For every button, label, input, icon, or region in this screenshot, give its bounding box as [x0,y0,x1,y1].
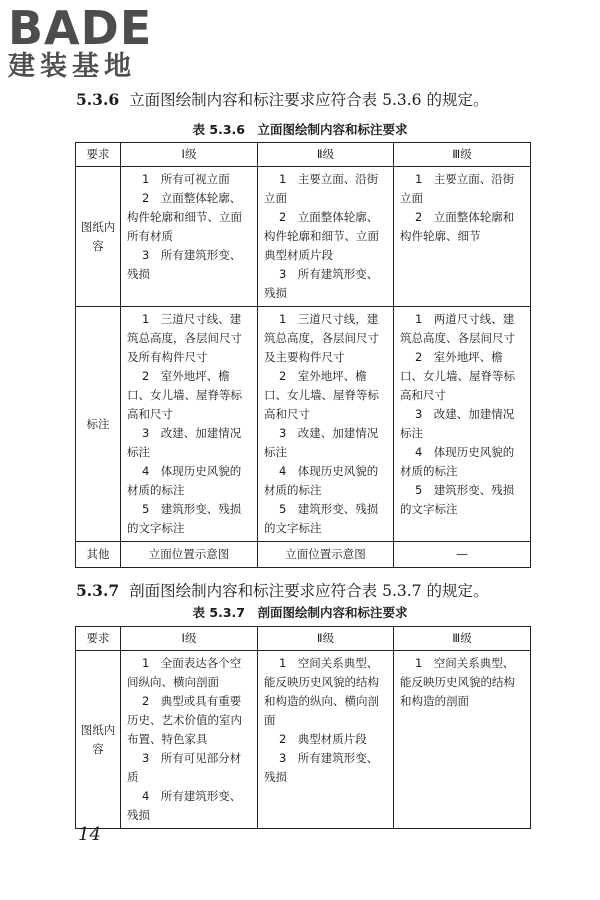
table-row [76,651,531,829]
list-item: 1 所有可视立面 [141,172,230,186]
list-item: 1 两道尺寸线、建筑总高度、各层间尺寸 [400,312,515,345]
list-item: 3 改建、加建情况标注 [400,407,515,440]
table-cell: 立面位置示意图 [121,542,258,568]
list-item: 1 三道尺寸线、建筑总高度，各层间尺寸及所有构件尺寸 [127,312,242,364]
clause-5-3-7 [76,579,488,601]
list-item: 3 所有建筑形变、残损 [264,267,379,300]
header-cell: Ⅱ级 [258,143,394,167]
header-cell: 要求 [76,627,121,651]
table-row [76,307,531,542]
table-cell [258,307,394,542]
logo-main-text: BADE [8,1,153,55]
list-item: 2 典型材质片段 [278,732,367,746]
table-cell [394,307,531,542]
row-label: 图纸内容 [76,167,121,307]
page-number: 14 [78,824,101,845]
row-label: 图纸内容 [76,651,121,829]
clause-number: 5.3.6 [76,90,120,109]
table-cell [258,651,394,829]
table-cell [121,307,258,542]
table-row [76,542,531,568]
list-item: 1 三道尺寸线，建筑总高度，各层间尺寸及主要构件尺寸 [264,312,379,364]
list-item: 3 所有建筑形变、残损 [264,751,379,784]
header-cell: Ⅰ级 [121,143,258,167]
list-item: 2 室外地坪、檐口、女儿墙、屋脊等标高和尺寸 [264,369,379,421]
logo [8,1,178,82]
list-item: 3 改建、加建情况标注 [264,426,379,459]
table-5-3-7 [75,626,531,829]
list-item: 2 立面整体轮廓、构件轮廓和细节、立面所有材质 [127,191,242,243]
list-item: 3 所有可见部分材质 [127,751,242,784]
list-item: 3 改建、加建情况标注 [127,426,242,459]
table-cell [121,167,258,307]
list-item: 4 体现历史风貌的材质的标注 [400,445,515,478]
list-item: 2 室外地坪、檐口、女儿墙、屋脊等标高和尺寸 [400,350,515,402]
list-item: 4 所有建筑形变、残损 [127,789,242,822]
clause-text: 立面图绘制内容和标注要求应符合表 5.3.6 的规定。 [129,91,489,109]
table-cell: 立面位置示意图 [258,542,394,568]
row-label: 其他 [76,542,121,568]
row-label: 标注 [76,307,121,542]
list-item: 1 空间关系典型、能反映历史风貌的结构和构造的纵向、横向剖面 [264,656,379,727]
table-header-row [76,143,531,167]
table-title: 表 5.3.7 剖面图绘制内容和标注要求 [192,605,408,620]
clause-text: 剖面图绘制内容和标注要求应符合表 5.3.7 的规定。 [129,582,489,600]
list-item: 2 立面整体轮廓、构件轮廓和细节、立面典型材质片段 [264,210,379,262]
table-cell [394,167,531,307]
list-item: 4 体现历史风貌的材质的标注 [127,464,242,497]
table-cell [121,651,258,829]
list-item: 2 典型或具有重要历史、艺术价值的室内布置、特色家具 [127,694,242,746]
clause-5-3-6 [76,88,488,110]
list-item: 1 空间关系典型、能反映历史风貌的结构和构造的剖面 [400,656,515,708]
clause-number: 5.3.7 [76,581,120,600]
header-cell: Ⅱ级 [258,627,394,651]
list-item: 5 建筑形变、残损的文字标注 [264,502,379,535]
list-item: 4 体现历史风貌的材质的标注 [264,464,379,497]
list-item: 3 所有建筑形变、残损 [127,248,242,281]
table-cell: — [394,542,531,568]
table-cell [258,167,394,307]
list-item: 5 建筑形变、残损的文字标注 [400,483,515,516]
header-cell: 要求 [76,143,121,167]
list-item: 2 室外地坪、檐口、女儿墙、屋脊等标高和尺寸 [127,369,242,421]
table-header-row [76,627,531,651]
list-item: 1 主要立面、沿街立面 [400,172,515,205]
table-5-3-6 [75,142,531,568]
logo-sub-text: 建装基地 [8,51,136,82]
list-item: 1 全面表达各个空间纵向、横向剖面 [127,656,242,689]
table-cell [394,651,531,829]
header-cell: Ⅰ级 [121,627,258,651]
list-item: 5 建筑形变、残损的文字标注 [127,502,242,535]
table-row [76,167,531,307]
header-cell: Ⅲ级 [394,627,531,651]
list-item: 2 立面整体轮廓和构件轮廓、细节 [400,210,515,243]
list-item: 1 主要立面、沿街立面 [264,172,379,205]
header-cell: Ⅲ级 [394,143,531,167]
table-title: 表 5.3.6 立面图绘制内容和标注要求 [192,122,408,137]
